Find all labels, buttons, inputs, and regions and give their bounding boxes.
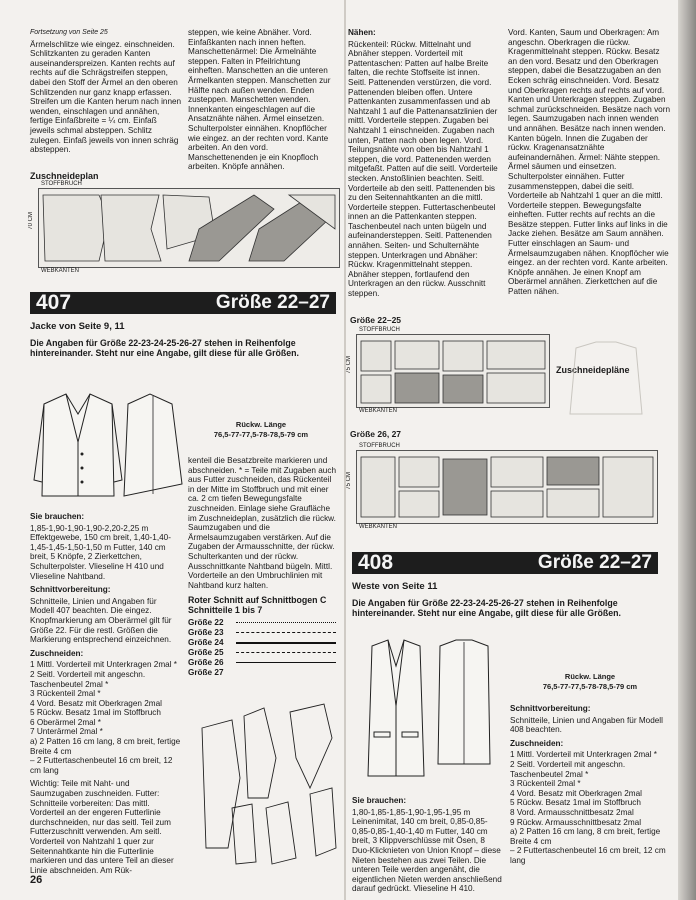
cut-407-item: 4 Vord. Besatz mit Oberkragen 2mal bbox=[30, 698, 162, 708]
prep-408-text: Schnitteile, Linien und Angaben für Modell 408 beachten. bbox=[510, 715, 663, 735]
cutting-plan-a-pieces bbox=[357, 335, 549, 407]
naehen-text: Rückenteil: Rückw. Mittelnaht und Abnäher steppen. Vorderteil mit Pattentaschen: Patten auf halbe Breite falten, die rechte Stoffseite ist innen. Seitl. Pattenenden verstürzen, die vord. Pattenenden bleiben offen. Untere Pattenkanten zusammenfassen und ab Nahtzahl 1 auf die Pattenansatzlinien der mittl. Vorderteile steppen. Zugaben bei Nahtzahl 1 einschneiden. Zugaben nach unten, Patten nach oben legen. Vord. Teilungsnähte von oben bis Nahtzahl 1 steppen, die vord. Pattenenden werden mitgefaßt. Patten auf die seitl. Vorderteile stecken. Anstoßlinien beachten. Seitl. Vorderteile ab den seitl. Pattenenden bis zu den Seitennahtkanten an die mittl. Vorderteile steppen. Futtertaschenbeutel innen an die Pattenkanten steppen. Taschenbeutel nach unten bügeln und aufeinandersteppen. Seitl. Pattenenden annähen. Seiten- und Schulternähte steppen. Unterkragen und Abnäher: Rückw. Kragenmittelnaht steppen. Abnäher steppen, fortlaufend den Unterkragen an den rückw. Ausschnitt steppen. bbox=[348, 39, 498, 299]
back-length-407-values: 76,5-77-77,5-78-78,5-79 cm bbox=[213, 429, 309, 439]
cut-408-list bbox=[510, 750, 670, 865]
size-line-label: Größe 23 bbox=[188, 627, 224, 637]
cut-408-item: 8 Vord. Armausschnittbesatz 2mal bbox=[510, 807, 634, 817]
cutting-plan-b-pieces bbox=[357, 451, 657, 523]
plan1-title: Zuschneideplan bbox=[30, 171, 99, 181]
selvage-label: WEBKANTEN bbox=[41, 268, 80, 274]
page-number: 26 bbox=[30, 874, 43, 886]
cutting-plan-b bbox=[356, 443, 658, 530]
cutting-plan-a bbox=[356, 327, 550, 414]
cut-407-list bbox=[30, 660, 182, 775]
next-page-edge bbox=[678, 0, 696, 900]
model-407-info: Die Angaben für Größe 22-23-24-25-26-27 stehen in Reihenfolge hintereinander. Steht nur eine Angabe, gilt diese für alle Größen. bbox=[30, 337, 300, 358]
cut-408-item: 1 Mittl. Vorderteil mit Unterkragen 2mal * bbox=[510, 750, 657, 760]
prep-408-title: Schnittvorbereitung: bbox=[510, 704, 591, 713]
note-407-text: Wichtig: Teile mit Naht- und Saumzugaben zuschneiden. Futter: Schnitteile vorbereiten: Das mittl. Vorderteil an der engeren Futterlinie durchschneiden, nur das seitl. Teil zum Futterzuschnitt verwenden. Am seitl. Vorderteil von Nahtzahl 1 quer zur Seitennahtkante hin die Futterlinie markieren und das untere Teil an dieser Linie abschneiden. Am Rük- bbox=[30, 779, 174, 875]
naehen-cont-text: Vord. Kanten, Saum und Oberkragen: Am angeschn. Oberkragen die rückw. Kragenmittelnaht steppen. Rückw. Besatz an den vord. Besatz und den Oberkragen steppen, dabei die Besatzzugaben an den Ecken schräg einschneiden. Vord. Besatz und Oberkragen rechts auf rechts auf vord. Kanten und Unterkragen steppen. Zugaben schmal zurückschneiden. Besätze nach vorn legen. Saumzugaben nach innen wenden und annähen. Besätze nach innen wenden. Kanten bügeln. Innen die Zugaben der rückw. Kragenansatznähte aufeinandernähen. Ärmel: Nähte steppen. Ärmel säumen und einsetzen. Schulterpolster einnähen. Futter zusammensteppen, dabei die seitl. Vorderteile ab Nahtzahl 1 quer an die mittl. Vorderteile steppen. Bewegungsfalte einheften. Futter rechts auf rechts an die Besätze steppen. Futter links auf links in die Jacke ziehen. Besätze am Saum annähen. Futter einschlagen an Saum- und Ärmelsaumzugaben nähen. Knopflöcher wie eingez. an der rechten vord. Kante arbeiten. Knöpfe annähen. Je einen Knopf am Oberärmel annähen. Zierkettchen auf die Patten nähen. bbox=[508, 28, 671, 297]
size-line-label: Größe 22 bbox=[188, 617, 224, 627]
model-408-header bbox=[352, 582, 658, 620]
model-408-band bbox=[352, 552, 658, 574]
back-length-407-label: Rückw. Länge bbox=[235, 420, 287, 429]
size-line-row bbox=[188, 638, 336, 648]
cut-408-item: 2 Seitl. Vorderteil mit angeschn. Taschenbeutel 2mal * bbox=[510, 759, 626, 779]
size-line-row bbox=[188, 628, 336, 638]
size-line-sample bbox=[236, 652, 336, 653]
plan1-width: 70 CM bbox=[28, 212, 34, 230]
sleeve-cuff-text: steppen, wie keine Abnäher. Vord. Einfaßkanten nach innen heften. Manschettenärmel: Die Ärmelnähte steppen. Falten in Pfeilrichtung einheften. Manschetten an die unteren Ärmelkanten steppen. Manschetten zur Hälfte nach außen wenden. Enden zusteppen. Manschetten wenden. Innenkanten eingeschlagen auf die Ansatznähte nähen. Ärmel einsetzen. Schulterpolster einnähen. Knopflöcher wie eingez. an der rechten vord. Kante arbeiten. An den vord. Manschettenenden je ein Knopfloch arbeiten. Knöpfe annähen. bbox=[188, 28, 331, 172]
size-line-sample bbox=[236, 642, 336, 644]
model-407-col-left bbox=[30, 512, 182, 877]
faint-garment-sketch bbox=[556, 338, 656, 420]
model-408-number: 408 bbox=[358, 551, 394, 574]
cutting-plan-1 bbox=[38, 181, 340, 274]
sleeve-slit-text: Ärmelschlitze wie eingez. einschneiden. Schlitzkanten zu geraden Kanten auseinanderspreizen. Kanten rechts auf rechts auf die Schrägstreifen steppen, dabei den Stoff der Ärmel an den oberen Schlitzenden nur ganz knapp erfassen. Streifen um die Kanten herum nach innen wenden, einschlagen und annähen, fertige Einfaßbreite = ¼ cm. Einfaß jeweils schmal absteppen. Schlitz zulegen. Einfaß jeweils von innen schräg absteppen. bbox=[30, 39, 182, 155]
plan-a-label: Größe 22–25 bbox=[350, 315, 402, 325]
size-line-sample bbox=[236, 662, 336, 663]
needs-408-title: Sie brauchen: bbox=[352, 796, 407, 805]
cut-408-title: Zuschneiden: bbox=[510, 738, 564, 748]
jacket-407-drawing bbox=[32, 384, 192, 504]
size-line-label: Größe 26 bbox=[188, 657, 224, 667]
cut-407-title: Zuschneiden: bbox=[30, 648, 84, 658]
col1-intro bbox=[30, 28, 182, 157]
size-line-label: Größe 27 bbox=[188, 667, 224, 677]
cut-407-item: 3 Rückenteil 2mal * bbox=[30, 689, 101, 699]
plan-b-fold: STOFFBRUCH bbox=[359, 443, 400, 449]
model-408-col-right bbox=[510, 704, 670, 866]
plan-b-width: 75 CM bbox=[346, 472, 352, 490]
back-length-408 bbox=[520, 672, 660, 691]
cut-408-item: 3 Rückenteil 2mal * bbox=[510, 779, 581, 789]
plan-a-selvage: WEBKANTEN bbox=[359, 408, 398, 414]
cut-407-item: 1 Mittl. Vorderteil mit Unterkragen 2mal * bbox=[30, 660, 177, 670]
page-fold bbox=[344, 0, 346, 900]
model-407-title: Jacke von Seite 9, 11 bbox=[30, 321, 125, 332]
model-407-header bbox=[30, 322, 336, 360]
cut-407-item: 7 Unterärmel 2mal * bbox=[30, 727, 103, 737]
plan-a-width: 75 CM bbox=[346, 356, 352, 374]
cut-408-item: 5 Rückw. Besatz 1mal im Stoffbruch bbox=[510, 798, 641, 808]
pattern-pieces-sketch bbox=[192, 698, 342, 870]
red-pattern-title: Roter Schnitt auf Schnittbogen C Schnitteile 1 bis 7 bbox=[188, 595, 327, 615]
col2-intro bbox=[188, 28, 336, 174]
needs-407-title: Sie brauchen: bbox=[30, 512, 85, 521]
cont-407-text: kenteil die Besatzbreite markieren und abschneiden. * = Teile mit Zugaben auch aus Futter zuschneiden, das Rückenteil in der Mitte im Stoffbruch und mit einer ca. 2 cm tiefen Bewegungsfalte zuschneiden. Einlage siehe Graufläche im Zuschneideplan, zusätzlich die rückw. Saumzugaben und die Ärmelsaumzugaben verstärken. Auf die Zugaben der Armausschnitte, der rückw. Schulterkanten und der rückw. Ausschnittkante Nahtband bügeln. Mittl. Vorderteile an den Umbruchlinien mit Nahtband kurz halten. bbox=[188, 456, 337, 590]
size-lines-legend bbox=[188, 618, 336, 678]
naehen-title: Nähen: bbox=[348, 28, 376, 37]
cutting-plan-1-pieces bbox=[39, 189, 339, 267]
model-407-size: Größe 22–27 bbox=[215, 292, 330, 313]
plan-a-fold: STOFFBRUCH bbox=[359, 327, 400, 333]
col3-naehen bbox=[348, 28, 498, 301]
back-length-407 bbox=[206, 420, 316, 439]
cut-408-item: a) 2 Patten 16 cm lang, 8 cm breit, fertige Breite 4 cm bbox=[510, 827, 661, 846]
cut-408-item: 4 Vord. Besatz mit Oberkragen 2mal bbox=[510, 788, 642, 798]
model-408-info: Die Angaben für Größe 22-23-24-25-26-27 stehen in Reihenfolge hintereinander. Steht nur eine Angabe, gilt diese für alle Größen. bbox=[352, 597, 622, 618]
size-line-row bbox=[188, 648, 336, 658]
needs-407-text: 1,85-1,90-1,90-1,90-2,20-2,25 m Effektgewebe, 150 cm breit, 1,40-1,40-1,45-1,45-1,50-1,50 m Futter, 140 cm breit, 5 Knöpfe, 2 Zierkettchen, Schulterpolster. Vlieseline H 410 und Vlieseline Nahtband. bbox=[30, 523, 171, 581]
cut-408-item: 9 Rückw. Armausschnittbesatz 2mal bbox=[510, 817, 642, 827]
col4-naehen bbox=[508, 28, 670, 299]
continued-note: Fortsetzung von Seite 25 bbox=[30, 29, 108, 36]
cut-408-item: – 2 Futtertaschenbeutel 16 cm breit, 12 cm lang bbox=[510, 846, 666, 865]
cut-407-item: 6 Oberärmel 2mal * bbox=[30, 717, 101, 727]
cut-407-item: 5 Rückw. Besatz 1mal im Stoffbruch bbox=[30, 708, 161, 718]
size-line-sample bbox=[236, 622, 336, 623]
model-408-size: Größe 22–27 bbox=[537, 552, 652, 573]
vest-408-drawing bbox=[356, 636, 496, 784]
cut-407-item: 2 Seitl. Vorderteil mit angeschn. Taschenbeutel 2mal * bbox=[30, 669, 146, 689]
model-408-col-left bbox=[352, 796, 502, 896]
cut-407-item: – 2 Futtertaschenbeutel 16 cm breit, 12 cm lang bbox=[30, 756, 173, 775]
size-line-row bbox=[188, 618, 336, 628]
prep-407-text: Schnitteile, Linien und Angaben für Modell 407 beachten. Die eingez. Knopfmarkierung am Oberärmel gilt für Größe 22. Für die restl. Größen die Markierung entsprechend einzeichnen. bbox=[30, 596, 172, 645]
model-407-number: 407 bbox=[36, 291, 72, 314]
size-line-label: Größe 24 bbox=[188, 637, 224, 647]
fold-label: STOFFBRUCH bbox=[41, 181, 82, 187]
prep-407-title: Schnittvorbereitung: bbox=[30, 585, 111, 595]
size-line-sample bbox=[236, 632, 336, 633]
model-407-col-right bbox=[188, 456, 336, 678]
size-line-row bbox=[188, 668, 336, 678]
plan-b-label: Größe 26, 27 bbox=[350, 429, 402, 439]
size-line-row bbox=[188, 658, 336, 668]
back-length-408-values: 76,5-77-77,5-78-78,5-79 cm bbox=[542, 681, 638, 691]
cut-407-item: a) 2 Patten 16 cm lang, 8 cm breit, fertige Breite 4 cm bbox=[30, 737, 181, 756]
size-line-label: Größe 25 bbox=[188, 647, 224, 657]
needs-408-text: 1,80-1,85-1,85-1,90-1,95-1,95 m Leinenimitat, 140 cm breit, 0,85-0,85-0,85-0,85-1,40-1,40 m Futter, 140 cm breit, 3 Klippverschlüsse mit Ösen, 8 Duo-Klicknieten von Union Knopf – diese Nieten bestehen aus zwei Teilen. Die unteren Teile werden angenäht, die eigentlichen Nieten werden anschließend darauf gedrückt. Vlieseline H 410. bbox=[352, 807, 502, 894]
back-length-408-label: Rückw. Länge bbox=[564, 672, 616, 681]
model-408-title: Weste von Seite 11 bbox=[352, 581, 438, 592]
plans408-title: Zuschneidepläne bbox=[556, 365, 630, 375]
plan-b-selvage: WEBKANTEN bbox=[359, 524, 398, 530]
model-407-band bbox=[30, 292, 336, 314]
